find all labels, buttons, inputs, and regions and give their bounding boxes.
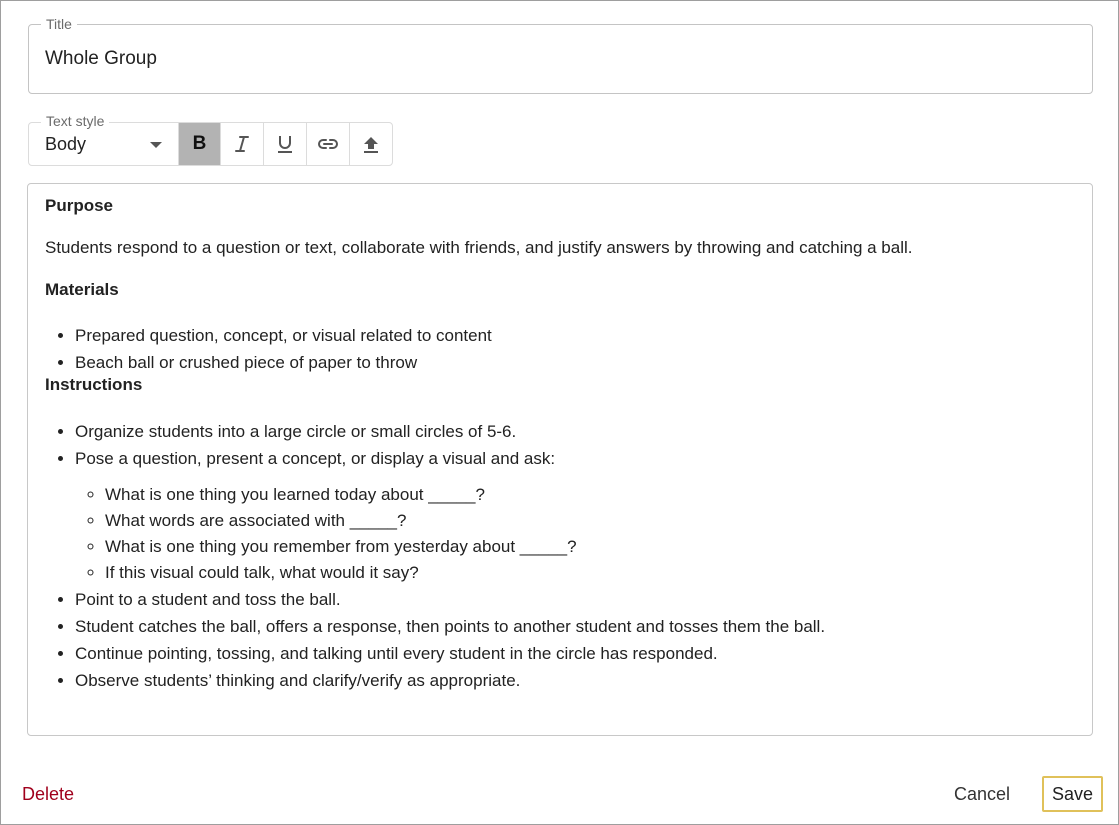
upload-icon [363, 135, 379, 153]
underline-button[interactable] [263, 123, 306, 165]
list-item: ◦ What words are associated with _____? [105, 511, 1075, 531]
text-style-select[interactable] [29, 113, 178, 165]
list-item: • Beach ball or crushed piece of paper to throw [75, 353, 1075, 373]
purpose-heading: Purpose [45, 196, 114, 215]
title-input-value[interactable]: Whole Group [45, 48, 157, 69]
italic-button[interactable] [220, 123, 263, 165]
list-item: • Point to a student and toss the ball. [75, 590, 1075, 610]
list-item [75, 449, 1075, 583]
editor-content [45, 196, 1075, 691]
instructions-list [45, 422, 1075, 691]
list-item: ◦ What is one thing you remember from yesterday about _____? [105, 537, 1075, 557]
materials-heading: Materials [45, 280, 119, 299]
list-item: • Continue pointing, tossing, and talking until every student in the circle has responded. [75, 644, 1075, 664]
instructions-heading: Instructions [45, 375, 143, 394]
purpose-text: Students respond to a question or text, collaborate with friends, and justify answers by throwing and catching a ball. [45, 238, 913, 257]
save-button[interactable] [1042, 776, 1103, 812]
list-item: • Prepared question, concept, or visual related to content [75, 326, 1075, 346]
chevron-down-icon [150, 142, 162, 148]
italic-icon [234, 135, 250, 153]
list-item: ◦ What is one thing you learned today about _____? [105, 485, 1075, 505]
questions-list [75, 485, 1075, 583]
list-item: • Observe students’ thinking and clarify/verify as appropriate. [75, 671, 1075, 691]
title-field[interactable] [28, 16, 1093, 94]
formatting-toolbar [28, 113, 393, 166]
bold-icon: B [192, 133, 207, 154]
title-legend: Title [41, 16, 77, 32]
save-button-label: Save [1051, 783, 1094, 804]
link-button[interactable] [306, 123, 349, 165]
underline-icon [276, 134, 294, 154]
bold-button[interactable] [178, 123, 221, 165]
link-icon [317, 138, 339, 150]
delete-button[interactable]: Delete [22, 784, 75, 804]
list-item-text: Pose a question, present a concept, or display a visual and ask: [75, 449, 556, 468]
list-item: ◦ If this visual could talk, what would it say? [105, 563, 1075, 583]
list-item: • Student catches the ball, offers a response, then points to another student and tosses them the ball. [75, 617, 1075, 637]
list-item: • Organize students into a large circle or small circles of 5-6. [75, 422, 1075, 442]
cancel-button[interactable]: Cancel [954, 784, 1011, 804]
text-style-value: Body [45, 134, 87, 154]
text-style-legend: Text style [41, 113, 109, 129]
rich-text-editor[interactable] [27, 183, 1093, 736]
materials-list [45, 326, 1075, 373]
upload-button[interactable] [349, 123, 392, 165]
